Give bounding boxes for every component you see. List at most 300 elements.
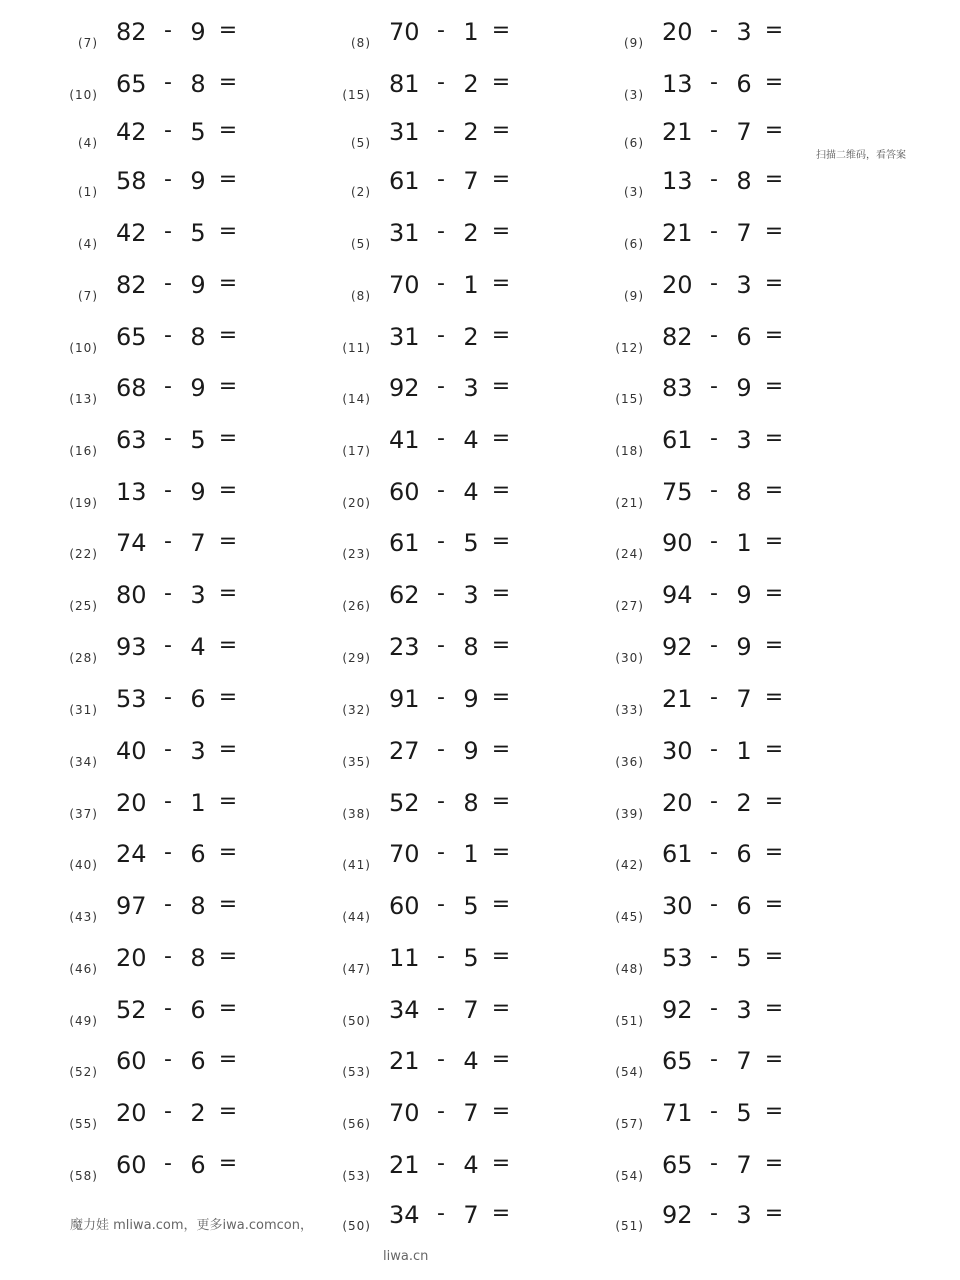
equals-sign: = [218,219,238,244]
equals-sign: = [491,1151,511,1176]
minus-sign: - [164,1151,172,1176]
subtrahend: 8 [190,323,206,351]
equals-sign: = [218,323,238,348]
equals-sign: = [764,1151,784,1176]
minuend: 34 [389,1201,420,1229]
subtrahend: 8 [190,892,206,920]
minuend: 90 [662,529,693,557]
minus-sign: - [437,529,445,554]
problem-number: (5) [351,136,371,150]
minuend: 65 [116,70,147,98]
minus-sign: - [710,633,718,658]
problem-number: (54) [615,1169,644,1183]
problem-number: (37) [69,807,98,821]
equals-sign: = [491,478,511,503]
minus-sign: - [710,944,718,969]
equals-sign: = [491,118,511,143]
minuend: 53 [116,685,147,713]
problem-number: (53) [342,1065,371,1079]
problem-row [0,529,960,581]
minus-sign: - [710,1047,718,1072]
minuend: 20 [116,1099,147,1127]
problem-number: (5) [351,237,371,251]
minus-sign: - [710,840,718,865]
problem-row [0,70,960,122]
minus-sign: - [164,374,172,399]
equals-sign: = [218,426,238,451]
minuend: 20 [116,789,147,817]
minus-sign: - [710,685,718,710]
subtrahend: 7 [463,996,479,1024]
subtrahend: 7 [736,118,752,146]
minus-sign: - [710,789,718,814]
problem-number: (32) [342,703,371,717]
minuend: 23 [389,633,420,661]
minuend: 91 [389,685,420,713]
subtrahend: 9 [190,18,206,46]
minuend: 65 [662,1151,693,1179]
problem-row [0,892,960,944]
equals-sign: = [218,18,238,43]
equals-sign: = [764,271,784,296]
equals-sign: = [491,18,511,43]
problem-number: (9) [624,289,644,303]
subtrahend: 5 [736,944,752,972]
problem-row [0,167,960,219]
subtrahend: 7 [736,219,752,247]
problem-number: (10) [69,341,98,355]
minus-sign: - [164,271,172,296]
subtrahend: 9 [190,374,206,402]
subtrahend: 1 [463,18,479,46]
problem-number: (10) [69,88,98,102]
minuend: 11 [389,944,420,972]
subtrahend: 3 [190,581,206,609]
subtrahend: 5 [463,892,479,920]
minuend: 70 [389,1099,420,1127]
subtrahend: 2 [736,789,752,817]
problem-number: (56) [342,1117,371,1131]
equals-sign: = [491,685,511,710]
problem-number: (57) [615,1117,644,1131]
subtrahend: 6 [190,1151,206,1179]
minuend: 82 [116,18,147,46]
subtrahend: 6 [190,840,206,868]
subtrahend: 4 [463,1047,479,1075]
equals-sign: = [764,323,784,348]
minus-sign: - [164,1099,172,1124]
problem-number: (14) [342,392,371,406]
problem-number: (6) [624,136,644,150]
minuend: 20 [116,944,147,972]
subtrahend: 5 [463,944,479,972]
footer-watermark-center: liwa.cn [383,1249,429,1264]
subtrahend: 2 [463,118,479,146]
minus-sign: - [437,737,445,762]
subtrahend: 5 [190,219,206,247]
minuend: 70 [389,271,420,299]
minuend: 94 [662,581,693,609]
minuend: 52 [389,789,420,817]
minus-sign: - [164,789,172,814]
minus-sign: - [710,323,718,348]
problem-number: (7) [78,36,98,50]
subtrahend: 6 [190,685,206,713]
minuend: 31 [389,323,420,351]
subtrahend: 8 [463,633,479,661]
problem-row [0,271,960,323]
equals-sign: = [764,1201,784,1226]
problem-number: (55) [69,1117,98,1131]
subtrahend: 3 [736,18,752,46]
equals-sign: = [764,70,784,95]
subtrahend: 5 [190,118,206,146]
minuend: 21 [389,1151,420,1179]
problem-number: (51) [615,1014,644,1028]
minuend: 63 [116,426,147,454]
problem-number: (22) [69,547,98,561]
minus-sign: - [164,996,172,1021]
subtrahend: 6 [736,70,752,98]
equals-sign: = [491,323,511,348]
problem-number: (25) [69,599,98,613]
subtrahend: 1 [463,840,479,868]
minuend: 93 [116,633,147,661]
equals-sign: = [764,892,784,917]
minus-sign: - [437,323,445,348]
problem-row [0,1151,960,1203]
subtrahend: 7 [463,167,479,195]
equals-sign: = [218,118,238,143]
minus-sign: - [710,70,718,95]
equals-sign: = [218,70,238,95]
minuend: 41 [389,426,420,454]
problem-number: (3) [624,185,644,199]
subtrahend: 2 [463,219,479,247]
equals-sign: = [764,581,784,606]
subtrahend: 4 [463,1151,479,1179]
minuend: 31 [389,118,420,146]
minuend: 68 [116,374,147,402]
subtrahend: 9 [463,737,479,765]
equals-sign: = [491,633,511,658]
subtrahend: 8 [736,478,752,506]
equals-sign: = [491,1201,511,1226]
equals-sign: = [218,685,238,710]
problem-number: (39) [615,807,644,821]
minuend: 92 [662,1201,693,1229]
minus-sign: - [164,167,172,192]
problem-number: (47) [342,962,371,976]
minuend: 83 [662,374,693,402]
equals-sign: = [764,633,784,658]
subtrahend: 5 [190,426,206,454]
problem-number: (23) [342,547,371,561]
minus-sign: - [164,426,172,451]
minuend: 42 [116,219,147,247]
minuend: 21 [389,1047,420,1075]
problem-number: (15) [615,392,644,406]
subtrahend: 7 [463,1099,479,1127]
problem-number: (34) [69,755,98,769]
equals-sign: = [491,374,511,399]
problem-number: (43) [69,910,98,924]
qr-answer-note: 扫描二维码，看答案 [816,150,906,161]
problem-number: (13) [69,392,98,406]
equals-sign: = [764,685,784,710]
equals-sign: = [218,478,238,503]
problem-row [0,685,960,737]
equals-sign: = [218,1099,238,1124]
minus-sign: - [164,70,172,95]
problem-number: (11) [342,341,371,355]
minuend: 81 [389,70,420,98]
minus-sign: - [710,737,718,762]
minuend: 92 [389,374,420,402]
minuend: 65 [662,1047,693,1075]
minuend: 21 [662,685,693,713]
minus-sign: - [164,478,172,503]
equals-sign: = [764,529,784,554]
problem-number: (35) [342,755,371,769]
problem-number: (18) [615,444,644,458]
subtrahend: 7 [463,1201,479,1229]
minus-sign: - [437,18,445,43]
minus-sign: - [437,1201,445,1226]
subtrahend: 7 [736,1047,752,1075]
equals-sign: = [218,892,238,917]
minuend: 60 [389,892,420,920]
equals-sign: = [491,789,511,814]
minuend: 92 [662,633,693,661]
minus-sign: - [164,18,172,43]
subtrahend: 4 [190,633,206,661]
minus-sign: - [437,478,445,503]
equals-sign: = [218,737,238,762]
minuend: 52 [116,996,147,1024]
problem-number: (54) [615,1065,644,1079]
minuend: 75 [662,478,693,506]
equals-sign: = [218,633,238,658]
problem-row [0,1047,960,1099]
minus-sign: - [437,1047,445,1072]
subtrahend: 1 [190,789,206,817]
subtrahend: 8 [463,789,479,817]
minus-sign: - [710,167,718,192]
equals-sign: = [491,1099,511,1124]
problem-number: (52) [69,1065,98,1079]
problem-number: (4) [78,136,98,150]
minuend: 20 [662,271,693,299]
subtrahend: 9 [736,633,752,661]
subtrahend: 4 [463,426,479,454]
minuend: 60 [116,1047,147,1075]
footer-watermark-left: 魔力娃 mliwa.com，更多iwa.comcon， [70,1218,313,1233]
equals-sign: = [218,1047,238,1072]
equals-sign: = [218,840,238,865]
equals-sign: = [764,1047,784,1072]
minuend: 13 [662,70,693,98]
minuend: 82 [116,271,147,299]
minus-sign: - [437,118,445,143]
equals-sign: = [218,581,238,606]
equals-sign: = [764,18,784,43]
problem-row [0,581,960,633]
minus-sign: - [710,219,718,244]
problem-number: (36) [615,755,644,769]
subtrahend: 1 [736,529,752,557]
minuend: 27 [389,737,420,765]
minus-sign: - [710,892,718,917]
equals-sign: = [218,374,238,399]
subtrahend: 9 [190,478,206,506]
problem-row [0,840,960,892]
equals-sign: = [764,219,784,244]
problem-number: (28) [69,651,98,665]
minuend: 13 [116,478,147,506]
equals-sign: = [764,118,784,143]
subtrahend: 4 [463,478,479,506]
minus-sign: - [437,426,445,451]
equals-sign: = [491,167,511,192]
minus-sign: - [437,996,445,1021]
minus-sign: - [710,426,718,451]
problem-number: (40) [69,858,98,872]
problem-number: (21) [615,496,644,510]
problem-number: (51) [615,1219,644,1233]
minus-sign: - [437,219,445,244]
problem-row [0,426,960,478]
minus-sign: - [164,737,172,762]
equals-sign: = [218,529,238,554]
minus-sign: - [710,478,718,503]
minus-sign: - [437,70,445,95]
equals-sign: = [764,478,784,503]
minuend: 40 [116,737,147,765]
problem-number: (41) [342,858,371,872]
minus-sign: - [437,1099,445,1124]
subtrahend: 2 [463,70,479,98]
problem-row [0,478,960,530]
minuend: 61 [389,529,420,557]
minus-sign: - [710,118,718,143]
equals-sign: = [491,737,511,762]
minus-sign: - [437,167,445,192]
minuend: 74 [116,529,147,557]
minuend: 82 [662,323,693,351]
equals-sign: = [218,167,238,192]
minus-sign: - [437,892,445,917]
subtrahend: 3 [190,737,206,765]
equals-sign: = [491,426,511,451]
problem-number: (53) [342,1169,371,1183]
minus-sign: - [164,892,172,917]
subtrahend: 1 [736,737,752,765]
subtrahend: 8 [190,944,206,972]
minuend: 34 [389,996,420,1024]
equals-sign: = [491,892,511,917]
equals-sign: = [764,789,784,814]
minuend: 70 [389,18,420,46]
problem-number: (16) [69,444,98,458]
minuend: 30 [662,892,693,920]
minus-sign: - [710,1099,718,1124]
minus-sign: - [437,840,445,865]
equals-sign: = [491,581,511,606]
equals-sign: = [764,374,784,399]
problem-number: (26) [342,599,371,613]
problem-row [0,789,960,841]
minuend: 21 [662,118,693,146]
subtrahend: 3 [463,581,479,609]
minuend: 13 [662,167,693,195]
minuend: 31 [389,219,420,247]
minuend: 30 [662,737,693,765]
equals-sign: = [491,219,511,244]
minuend: 58 [116,167,147,195]
minus-sign: - [164,1047,172,1072]
equals-sign: = [218,1151,238,1176]
minuend: 97 [116,892,147,920]
problem-row [0,1099,960,1151]
minus-sign: - [164,581,172,606]
problem-number: (12) [615,341,644,355]
subtrahend: 2 [190,1099,206,1127]
equals-sign: = [491,271,511,296]
subtrahend: 6 [190,996,206,1024]
minuend: 65 [116,323,147,351]
subtrahend: 9 [736,374,752,402]
minus-sign: - [164,529,172,554]
minus-sign: - [710,581,718,606]
problem-number: (8) [351,289,371,303]
subtrahend: 3 [736,1201,752,1229]
minus-sign: - [710,1151,718,1176]
problem-number: (8) [351,36,371,50]
equals-sign: = [491,70,511,95]
equals-sign: = [764,426,784,451]
minuend: 61 [662,840,693,868]
problem-row [0,219,960,271]
problem-number: (50) [342,1014,371,1028]
problem-number: (48) [615,962,644,976]
equals-sign: = [764,840,784,865]
minus-sign: - [164,323,172,348]
problem-row [0,374,960,426]
subtrahend: 3 [736,271,752,299]
problem-row [0,737,960,789]
equals-sign: = [491,944,511,969]
minus-sign: - [437,633,445,658]
problem-number: (19) [69,496,98,510]
equals-sign: = [218,789,238,814]
problem-number: (3) [624,88,644,102]
problem-number: (45) [615,910,644,924]
subtrahend: 7 [736,1151,752,1179]
equals-sign: = [218,271,238,296]
problem-number: (20) [342,496,371,510]
minus-sign: - [710,374,718,399]
minus-sign: - [710,996,718,1021]
subtrahend: 7 [190,529,206,557]
equals-sign: = [491,1047,511,1072]
minuend: 20 [662,18,693,46]
subtrahend: 1 [463,271,479,299]
problem-number: (9) [624,36,644,50]
equals-sign: = [491,529,511,554]
problem-number: (46) [69,962,98,976]
minus-sign: - [710,529,718,554]
